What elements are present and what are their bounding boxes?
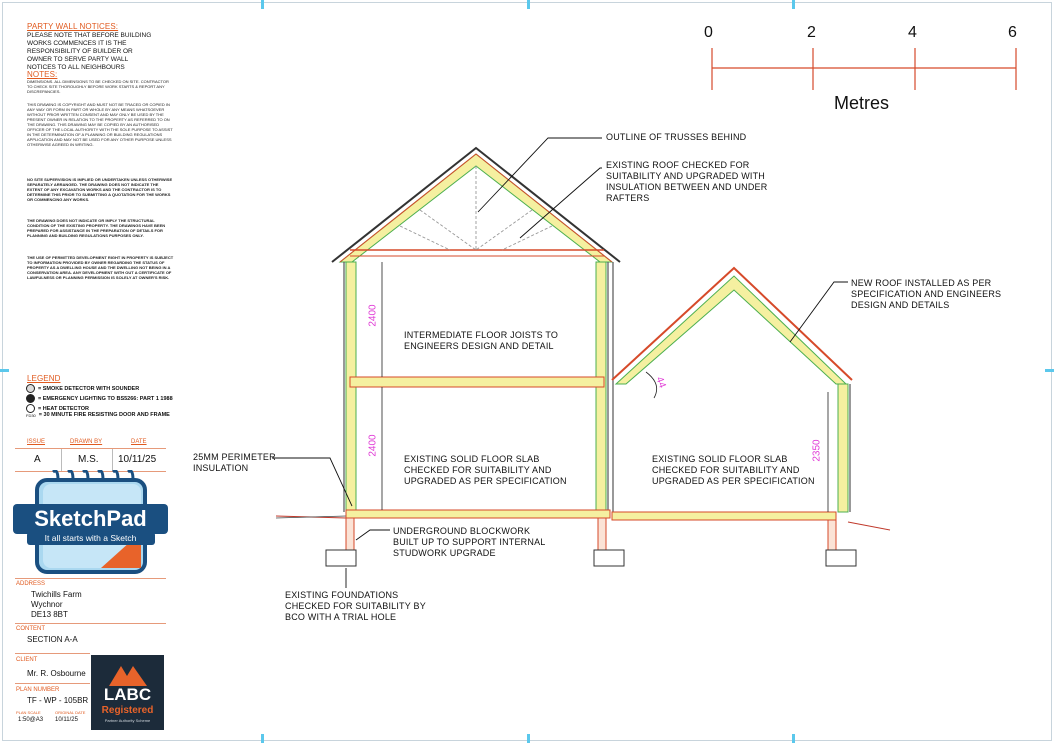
- legend-item: FD30 = 30 MINUTE FIRE RESISTING DOOR AND FRAME: [26, 412, 170, 418]
- date-value: 10/11/25: [118, 454, 157, 465]
- notes-heading: NOTES:: [27, 70, 58, 79]
- original-date-value: 10/11/25: [55, 717, 78, 723]
- plan-scale-value: 1:50@A3: [18, 717, 44, 723]
- notes-paragraph-5: THE USE OF PERMITTED DEVELOPMENT RIGHT IN PROPERTY IS SUBJECT TO INFORMATION PROVIDED BY OWNER REGARDING THE STATUS OF PROPERTY AS A DWELLING HOUSE AND THE DWELLING NOT BEING IN A CONSERVATION AREA. ANY DEVELOPMENT WITH OUT A CERTIFICATE OF LAWFULNESS OR PLANNING PERMISSION IS SOLELY AT OWNER'S RISK.: [27, 255, 174, 280]
- original-date-label: ORIGINAL DATE: [55, 710, 86, 715]
- notes-paragraph-1: DIMENSIONS. ALL DIMENSIONS TO BE CHECKED ON SITE. CONTRACTOR TO CHECK SITE THOROUGHLY BEFORE WORK STARTS & REPORT ANY DISCREPANCIES.: [27, 79, 169, 94]
- legend-heading: LEGEND: [27, 374, 61, 383]
- dim-upper-storey: 2400: [367, 304, 379, 327]
- content-label: CONTENT: [16, 626, 45, 632]
- legend-item: = EMERGENCY LIGHTING TO BS5266: PART 1 1988: [26, 394, 173, 403]
- notes-paragraph-4: THE DRAWING DOES NOT INDICATE OR IMPLY THE STRUCTURAL CONDITION OF THE EXISTING PROPERTY. THE DRAWINGS HAVE BEEN PREPARED FOR ASSISTANCE IN THE PREPARATION OF DETAILS FOR PLANNING AND BUILDING REGULATIONS PURPOSES ONLY.: [27, 218, 166, 238]
- note-new-roof: NEW ROOF INSTALLED AS PER SPECIFICATION AND ENGINEERS DESIGN AND DETAILS: [851, 278, 1002, 310]
- client-value: Mr. R. Osbourne: [27, 669, 86, 678]
- notes-paragraph-3: NO SITE SUPERVISION IS IMPLIED OR UNDERTAKEN UNLESS OTHERWISE SEPARATELY ARRANGED. THE DRAWING DOES NOT INDICATE THE EXTENT OF ANY EXCAVATION WORKS AND THE CONTRACTOR IS TO DETERMINE THIS PRIOR TO SUBMITTING A QUOTATION FOR THE WORKS OR COMMENCING ANY WORKS.: [27, 177, 173, 202]
- plan-number-value: TF - WP - 105BR: [27, 696, 89, 705]
- labc-title: LABC: [103, 685, 152, 704]
- scale-tick-2: 2: [807, 24, 816, 41]
- dim-extension-height: 2350: [811, 439, 823, 462]
- notes-paragraph-2: THIS DRAWING IS COPYRIGHT AND MUST NOT BE TRACED OR COPIED IN ANY WAY OR FORM IN PART OR WHOLE BY ANY MEANS WHATSOEVER WITHOUT PRIOR WRITTEN CONSENT AND MAY ONLY BE USED BY THE PRESENT OWNER IN RELATION TO THE PROPERTY AS REFERRED TO ON THE DRAWING. THIS DRAWING MAY BE COPIED BY AN AUTHORISED OFFICER OF THE LOCAL AUTHORITY WITH THE SOLE PURPOSE TO ASSIST IN THE DETERMINATION OF A PLANNING OR BUILDING REGULATIONS APPLICATION AND MAY NOT BE USED FOR ANY OTHER PURPOSE UNLESS OTHERWISE AGREED IN WRITING.: [27, 102, 173, 147]
- labc-scheme: Partner Authority Scheme: [104, 718, 151, 723]
- sketchpad-tagline: It all starts with a Sketch: [44, 533, 137, 543]
- drawn-by-label: DRAWN BY: [70, 439, 103, 445]
- fire-door-icon: FD30: [26, 412, 36, 418]
- drawn-by-value: M.S.: [78, 454, 99, 465]
- client-label: CLIENT: [16, 657, 38, 663]
- legend-item: = SMOKE DETECTOR WITH SOUNDER: [26, 384, 139, 393]
- content-value: SECTION A-A: [27, 635, 78, 644]
- scale-tick-4: 4: [908, 24, 917, 41]
- dim-lower-storey: 2400: [367, 434, 379, 457]
- issue-label: ISSUE: [27, 439, 46, 445]
- party-wall-text: PLEASE NOTE THAT BEFORE BUILDING WORKS COMMENCES IT IS THE RESPONSIBILITY OF BUILDER OR OWNER TO SERVE PARTY WALL NOTICES TO ALL NEIGHBOURS: [27, 32, 152, 71]
- note-foundations: EXISTING FOUNDATIONS CHECKED FOR SUITABILITY BY BCO WITH A TRIAL HOLE: [285, 590, 426, 622]
- plan-number-label: PLAN NUMBER: [16, 687, 60, 693]
- note-blockwork: UNDERGROUND BLOCKWORK BUILT UP TO SUPPORT INTERNAL STUDWORK UPGRADE: [393, 526, 546, 558]
- labc-registered: Registered: [101, 705, 154, 716]
- legend-item: = HEAT DETECTOR: [26, 404, 89, 413]
- scale-tick-6: 6: [1008, 24, 1017, 41]
- dim-roof-pitch: 44: [653, 375, 668, 390]
- note-floor-joists: INTERMEDIATE FLOOR JOISTS TO ENGINEERS DESIGN AND DETAIL: [404, 330, 559, 351]
- sketchpad-title: SketchPad: [34, 506, 147, 531]
- note-slab-right: EXISTING SOLID FLOOR SLAB CHECKED FOR SUITABILITY AND UPGRADED AS PER SPECIFICATION: [652, 454, 815, 486]
- address-label: ADDRESS: [16, 581, 46, 587]
- plan-scale-label: PLAN SCALE: [16, 710, 41, 715]
- address-value: Twichills Farm Wychnor DE13 8BT: [31, 590, 82, 619]
- note-trusses: OUTLINE OF TRUSSES BEHIND: [606, 132, 747, 142]
- date-label: DATE: [131, 439, 147, 445]
- note-perimeter-insulation: 25MM PERIMETER INSULATION: [193, 452, 276, 473]
- issue-value: A: [34, 454, 41, 465]
- note-existing-roof: EXISTING ROOF CHECKED FOR SUITABILITY AND UPGRADED WITH INSULATION BETWEEN AND UNDER RAFTERS: [606, 160, 768, 203]
- note-slab-left: EXISTING SOLID FLOOR SLAB CHECKED FOR SUITABILITY AND UPGRADED AS PER SPECIFICATION: [404, 454, 567, 486]
- scale-bar: [712, 48, 1016, 90]
- party-wall-heading: PARTY WALL NOTICES:: [27, 22, 119, 31]
- scale-unit: Metres: [834, 93, 890, 113]
- scale-tick-0: 0: [704, 24, 713, 41]
